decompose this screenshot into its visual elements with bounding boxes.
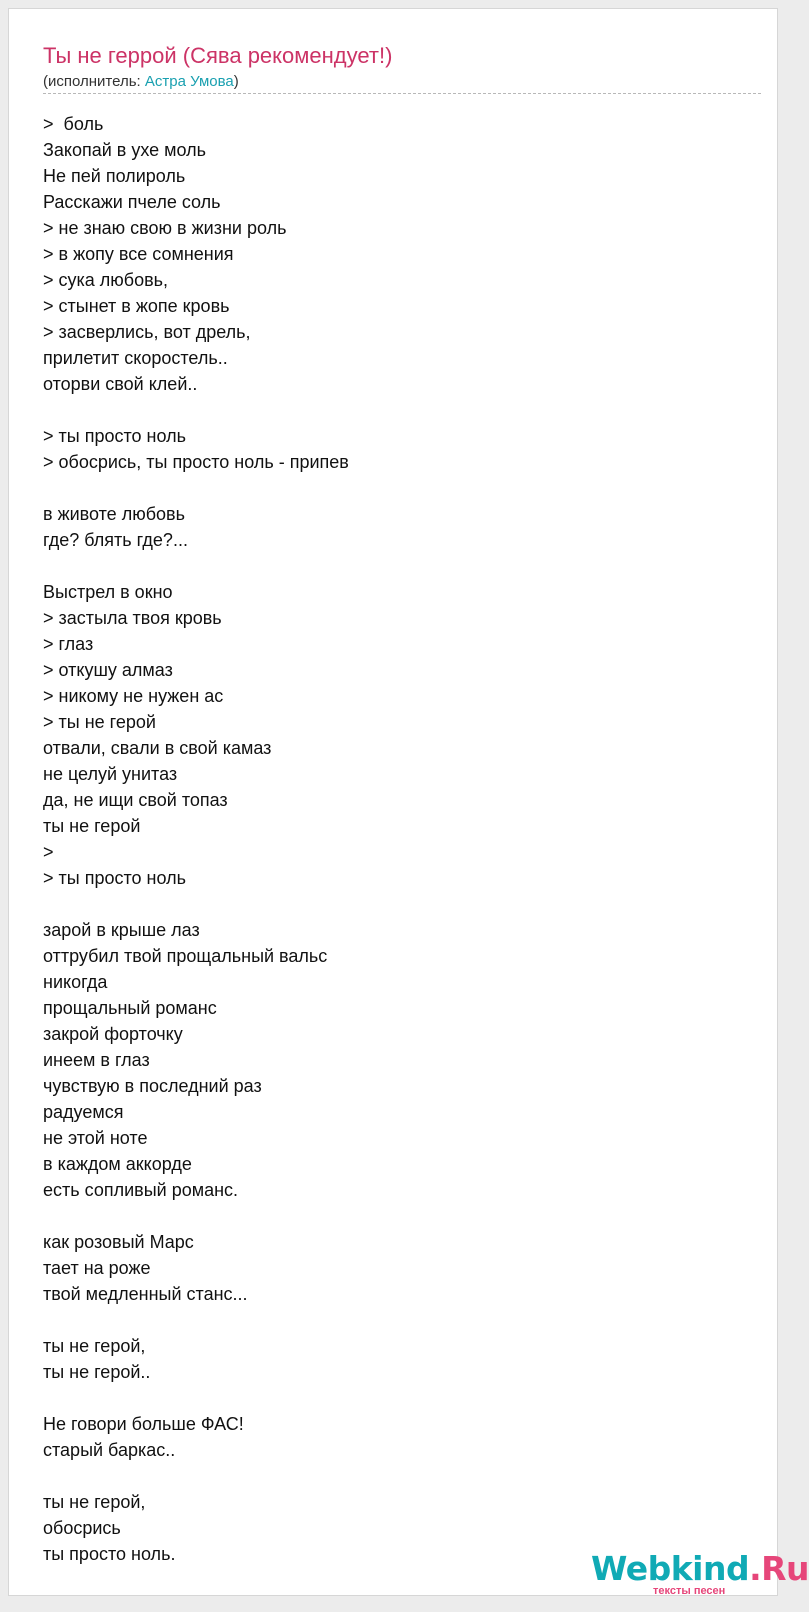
lyric-line: Не пей полироль: [43, 166, 186, 186]
lyric-line: > сука любовь,: [43, 270, 169, 290]
lyric-line: отвали, свали в свой камаз: [43, 738, 272, 758]
lyric-line: > боль: [43, 114, 104, 134]
artist-prefix: (исполнитель:: [43, 73, 145, 90]
lyric-line: зарой в крыше лаз: [43, 920, 200, 940]
artist-link[interactable]: Астра Умова: [144, 73, 234, 90]
lyrics-card: [8, 8, 809, 1597]
lyric-line: > никому не нужен ас: [43, 686, 224, 706]
lyric-line: ты не герой,: [43, 1492, 146, 1512]
lyric-line: Выстрел в окно: [43, 582, 173, 602]
lyric-line: > ты просто ноль: [43, 868, 186, 888]
lyric-line: твой медленный станс...: [43, 1284, 248, 1304]
lyric-line: [43, 475, 349, 501]
lyric-line: как розовый Марс: [43, 1232, 194, 1252]
lyric-line: не целуй унитаз: [43, 764, 178, 784]
lyric-line: инеем в глаз: [43, 1050, 150, 1070]
title-divider: [43, 93, 761, 94]
lyric-line: Расскажи пчеле соль: [43, 192, 221, 212]
lyric-line: да, не ищи свой топаз: [43, 790, 228, 810]
artist-line: [43, 73, 239, 90]
lyric-line: > обосрись, ты просто ноль - припев: [43, 452, 349, 472]
lyric-line: прилетит скоростель..: [43, 348, 228, 368]
lyric-line: > стынет в жопе кровь: [43, 296, 230, 316]
lyric-line: > откушу алмаз: [43, 660, 173, 680]
lyric-line: ты не герой..: [43, 1362, 151, 1382]
lyric-line: никогда: [43, 972, 108, 992]
lyric-line: прощальный романс: [43, 998, 217, 1018]
lyric-line: оттрубил твой прощальный вальс: [43, 946, 328, 966]
lyric-line: [43, 1203, 349, 1229]
lyric-line: тает на роже: [43, 1258, 151, 1278]
lyric-line: > не знаю свою в жизни роль: [43, 218, 287, 238]
lyric-line: Не говори больше ФАС!: [43, 1414, 244, 1434]
lyric-line: [43, 397, 349, 423]
lyric-line: радуемся: [43, 1102, 124, 1122]
lyrics-text: [43, 111, 349, 1567]
lyric-line: закрой форточку: [43, 1024, 183, 1044]
logo-tagline: тексты песен: [653, 1585, 726, 1597]
lyric-line: есть сопливый романс.: [43, 1180, 239, 1200]
lyric-line: оторви свой клей..: [43, 374, 198, 394]
lyric-line: где? блять где?...: [43, 530, 188, 550]
logo-tld-text: .Ru: [749, 1549, 809, 1588]
lyric-line: обосрись: [43, 1518, 121, 1538]
lyric-line: > ты просто ноль: [43, 426, 186, 446]
lyric-line: не этой ноте: [43, 1128, 148, 1148]
lyric-line: [43, 1307, 349, 1333]
lyric-line: >: [43, 842, 54, 862]
lyric-line: в животе любовь: [43, 504, 185, 524]
lyric-line: [43, 891, 349, 917]
lyric-line: > глаз: [43, 634, 94, 654]
logo-main-text: Webkind: [591, 1549, 750, 1588]
lyric-line: ты не герой: [43, 816, 141, 836]
lyric-line: Закопай в ухе моль: [43, 140, 207, 160]
lyric-line: старый баркас..: [43, 1440, 176, 1460]
lyric-line: [43, 1385, 349, 1411]
logo-wordmark: [591, 1549, 809, 1589]
lyric-line: ты просто ноль.: [43, 1544, 176, 1564]
lyric-line: > ты не герой: [43, 712, 156, 732]
site-logo[interactable]: [591, 1549, 809, 1605]
lyric-line: > в жопу все сомнения: [43, 244, 234, 264]
lyric-line: чувствую в последний раз: [43, 1076, 262, 1096]
lyric-line: > застыла твоя кровь: [43, 608, 222, 628]
artist-suffix: ): [233, 73, 239, 90]
lyric-line: [43, 1463, 349, 1489]
lyric-line: в каждом аккорде: [43, 1154, 192, 1174]
lyric-line: ты не герой,: [43, 1336, 146, 1356]
song-title: Ты не геррой (Сява рекомендует!): [43, 43, 393, 68]
lyric-line: > засверлись, вот дрель,: [43, 322, 251, 342]
lyric-line: [43, 553, 349, 579]
